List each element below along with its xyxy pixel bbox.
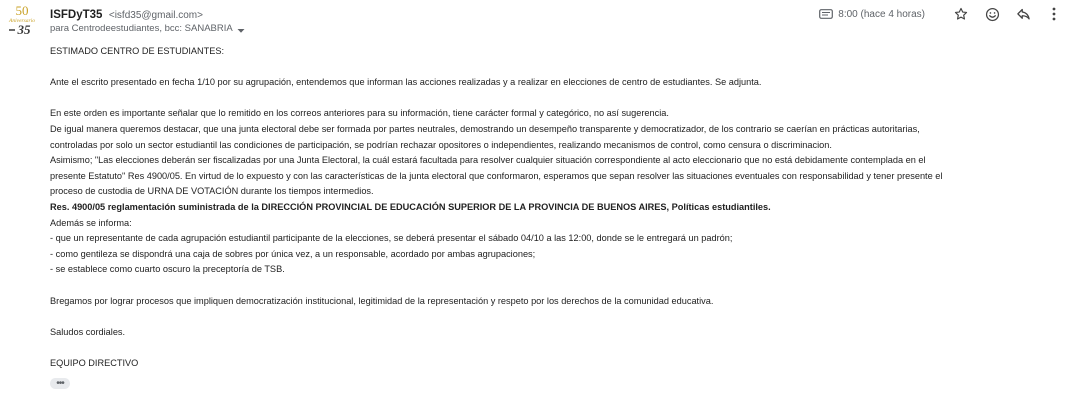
paragraph: En este orden es importante señalar que lo remitido en los correos anteriores para su información, tiene carácter formal y categórico, no así sugerencia. (50, 108, 669, 119)
paragraph: Ante el escrito presentado en fecha 1/10 por su agrupación, entendemos que informan las acciones realizadas y a realizar en elecciones de centro de estudiantes. Se adjunta. (50, 77, 762, 88)
paragraph-line: controladas por solo un sector estudiantil las condiciones de participación, se podrían rechazar opositores o independientes, realizando mecanismos de control, como censura o discriminacion. (50, 139, 832, 150)
paragraph-line: Asimismo; "Las elecciones deberán ser fiscalizadas por una Junta Electoral, la cuál estará facultada para resolver cualquier situación correspondiente al acto eleccionario que no está debidamente contemplada en el (50, 155, 926, 166)
resolution-line (50, 200, 1065, 216)
label-icon[interactable] (819, 9, 833, 19)
logo-mid: Aniversario (9, 18, 35, 24)
paragraph-line: proceso de custodia de URNA DE VOTACIÓN durante los tiempos intermedios. (50, 186, 374, 197)
message-time[interactable]: 8:00 (hace 4 horas) (838, 8, 925, 20)
paragraph-line: De igual manera queremos destacar, que una junta electoral debe ser formada por partes neutrales, demostrando un desempeño transparente y democratizador, de los contrario se caerían en prácticas autoritarias, (50, 123, 920, 134)
emoji-icon[interactable] (983, 5, 1001, 23)
paragraph: Bregamos por lograr procesos que impliquen democratización institucional, legitimidad de la representación y respeto por los derechos de la comunidad educativa. (50, 295, 714, 306)
info-heading: Además se informa: (50, 217, 132, 228)
signature: EQUIPO DIRECTIVO (50, 357, 139, 368)
list-item: - que un representante de cada agrupación estudiantil participante de la elecciones, se deberá presentar el sábado 04/10 a las 12:00, donde se le entregará un padrón; (50, 233, 733, 244)
greeting: ESTIMADO CENTRO DE ESTUDIANTES: (50, 46, 225, 56)
more-horiz-icon: ••• (56, 377, 64, 389)
recipients-text: para Centrodeestudiantes, bcc: SANABRIA (50, 23, 233, 34)
star-icon[interactable] (952, 5, 970, 23)
message-body (50, 44, 1065, 371)
message-meta (819, 5, 1063, 23)
message-header (50, 5, 1071, 37)
show-trimmed-content-button[interactable] (50, 378, 70, 389)
more-vert-icon[interactable] (1045, 5, 1063, 23)
chevron-down-icon[interactable] (237, 26, 245, 32)
closing: Saludos cordiales. (50, 326, 126, 337)
list-item: - se establece como cuarto oscuro la preceptoría de TSB. (50, 264, 285, 275)
sender-avatar[interactable] (6, 3, 38, 37)
resolution-bold: Res. 4900/05 reglamentación suministrada de la DIRECCIÓN PROVINCIAL DE EDUCACIÓN SUPERIOR DE LA PROVINCIA DE BUENOS AIRES, Políticas estudiantiles. (50, 201, 771, 212)
logo-top: 50 (15, 3, 29, 18)
sender-email: <isfd35@gmail.com> (108, 10, 203, 21)
sender-line (50, 5, 203, 23)
reply-icon[interactable] (1014, 5, 1032, 23)
sender-name[interactable]: ISFDyT35 (50, 9, 103, 21)
recipients-line[interactable] (50, 23, 245, 34)
list-item: - como gentileza se dispondrá una caja de sobres por única vez, a un responsable, acordado por ambas agrupaciones; (50, 248, 536, 259)
paragraph-line: presente Estatuto" Res 4900/05. En virtud de lo expuesto y con las características de la junta electoral que conformaron, esperamos que sepan resolver las situaciones eventuales con responsabilidad y tener presente el (50, 170, 943, 181)
logo-bottom: 35 (17, 22, 31, 37)
